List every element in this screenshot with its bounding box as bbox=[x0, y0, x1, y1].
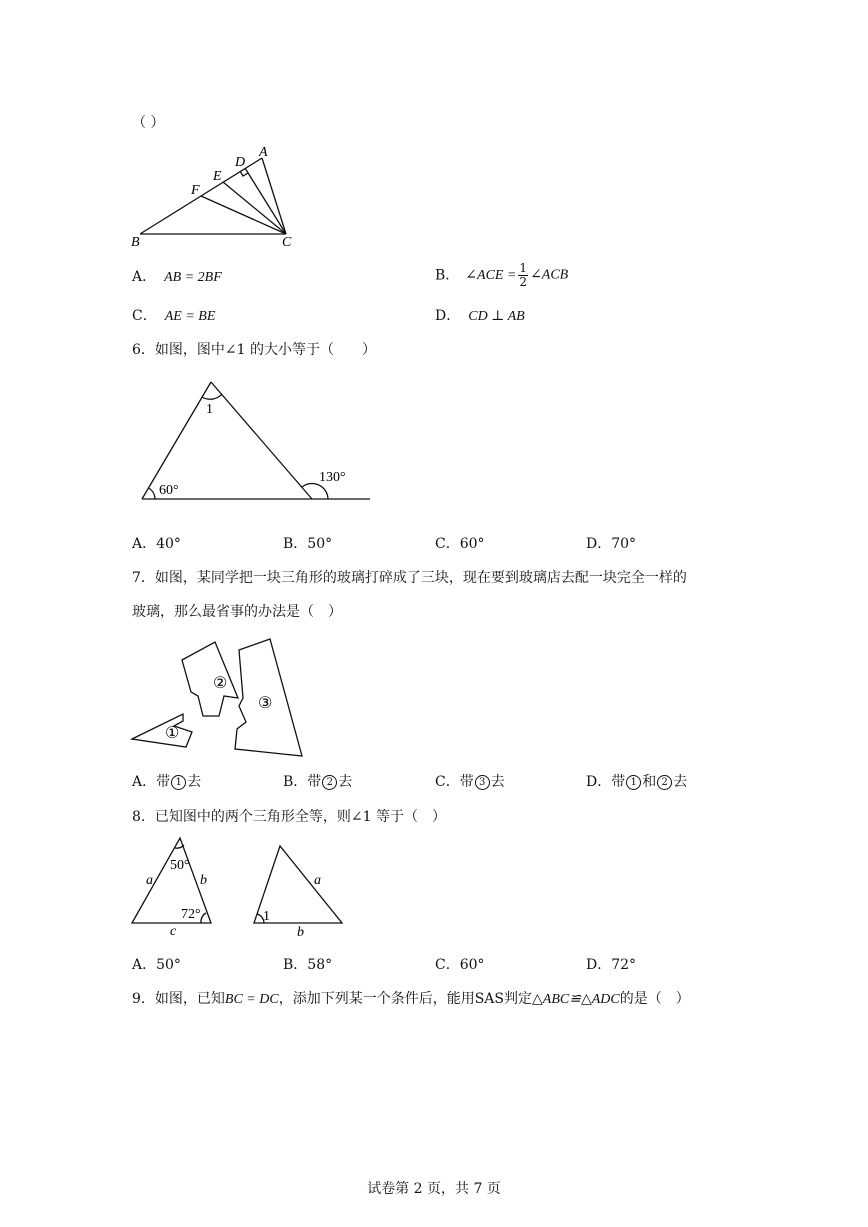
piece-1-label: ① bbox=[165, 725, 180, 742]
q7-option-b[interactable]: B．带 2 去 bbox=[283, 774, 353, 790]
label-E: E bbox=[213, 169, 222, 184]
q6-figure bbox=[138, 378, 373, 503]
angle-1-label: 1 bbox=[206, 402, 213, 417]
side-b-label: b bbox=[200, 873, 207, 888]
q8-option-b[interactable]: B．58° bbox=[283, 957, 333, 973]
q5-figure bbox=[125, 140, 315, 252]
q8-figure-right bbox=[250, 842, 348, 940]
label-F: F bbox=[191, 183, 200, 198]
q6-option-a[interactable]: A．40° bbox=[132, 536, 181, 552]
side-b2-label: b bbox=[297, 925, 304, 940]
q7-option-d[interactable]: D．带 1 和 2 去 bbox=[586, 774, 688, 790]
q6-option-c[interactable]: C．60° bbox=[435, 536, 485, 552]
label-D: D bbox=[235, 155, 246, 170]
piece-2-label: ② bbox=[213, 675, 228, 692]
side-c-label: c bbox=[170, 924, 177, 939]
q6-option-d[interactable]: D．70° bbox=[586, 536, 637, 552]
q7-question-line2: 玻璃，那么最省事的办法是（ ） bbox=[132, 604, 342, 620]
q6-question: 6．如图，图中∠1 的大小等于（ ） bbox=[132, 342, 376, 358]
angle-50-label: 50° bbox=[170, 858, 190, 873]
q8-option-c[interactable]: C．60° bbox=[435, 957, 485, 973]
angle-72-label: 72° bbox=[181, 907, 201, 922]
q8-option-a[interactable]: A．50° bbox=[132, 957, 181, 973]
q5-paren: （ ） bbox=[132, 115, 165, 131]
label-B: B bbox=[131, 235, 140, 250]
q5-option-a[interactable]: A． AB = 2BF bbox=[132, 269, 222, 285]
q5-option-b[interactable]: B． ∠ACE = $\frac{1}{2}$ ∠ACB bbox=[435, 261, 569, 289]
q5-option-c[interactable]: C． AE = BE bbox=[132, 308, 216, 324]
angle-130-label: 130° bbox=[319, 470, 346, 485]
angle-60-label: 60° bbox=[159, 483, 179, 498]
q7-question-line1: 7．如图，某同学把一块三角形的玻璃打碎成了三块，现在要到玻璃店去配一块完全一样的 bbox=[132, 570, 687, 586]
q7-option-a[interactable]: A．带 1 去 bbox=[132, 774, 202, 790]
q8-question: 8．已知图中的两个三角形全等，则∠1 等于（ ） bbox=[132, 809, 446, 825]
q6-option-b[interactable]: B．50° bbox=[283, 536, 333, 552]
label-A: A bbox=[259, 145, 268, 160]
q5-option-d[interactable]: D． CD ⊥ AB bbox=[435, 308, 525, 324]
label-C: C bbox=[282, 235, 292, 250]
side-a2-label: a bbox=[314, 873, 321, 888]
piece-3-label: ③ bbox=[258, 695, 273, 712]
q8-option-d[interactable]: D．72° bbox=[586, 957, 637, 973]
q7-figure bbox=[128, 636, 308, 758]
page-footer: 试卷第 2 页，共 7 页 bbox=[367, 1181, 501, 1197]
q8-figure-left bbox=[128, 834, 218, 938]
angle-1-label-q8: 1 bbox=[263, 909, 270, 924]
q9-question: 9．如图，已知BC = DC，添加下列某一个条件后，能用SAS判定△ABC≌△ADC的是（ ） bbox=[132, 991, 690, 1007]
side-a-label: a bbox=[146, 873, 153, 888]
q7-option-c[interactable]: C．带 3 去 bbox=[435, 774, 505, 790]
